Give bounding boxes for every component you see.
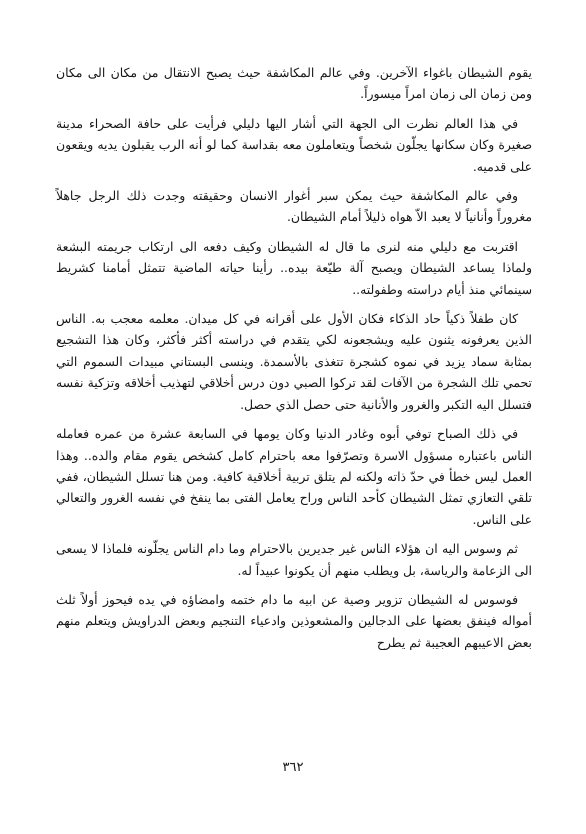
page-body <box>56 62 532 661</box>
paragraph-4: اقتربت مع دليلي منه لنرى ما قال له الشيطان وكيف دفعه الى ارتكاب جريمته البشعة ولماذا يساعد الشيطان ويصبح آلة طيّعة بيده.. رأينا حياته الماضية تتمثل أمامنا كشريط سينمائي منذ أيام دراسته وطفولته.. <box>56 238 532 297</box>
paragraph-2: في هذا العالم نظرت الى الجهة التي أشار اليها دليلي فرأيت على حافة الصحراء مدينة صغيرة وكان سكانها يجلّون شخصاً ويتعاملون معه بقداسة كما لو أنه الرب يقبلون يديه ويقعون على قدميه. <box>56 115 532 174</box>
paragraph-7: ثم وسوس اليه ان هؤلاء الناس غير جديرين بالاحترام وما دام الناس يجلّونه فلماذا لا يسعى الى الزعامة والرياسة، بل ويطلب منهم أن يكونوا عبيداً له. <box>56 541 532 578</box>
page-number: ٣٦٢ <box>282 760 304 775</box>
paragraph-6: في ذلك الصباح توفي أبوه وغادر الدنيا وكان يومها في السابعة عشرة من عمره فعامله الناس باعتباره مسؤول الاسرة وتصرّفوا معه باحترام كامل كشخص يقوم مقام والده.. وهذا العمل ليس خطأ في حدّ ذاته ولكنه لم يتلق تربية أخلاقية كافية. ومن هنا تسلل الشيطان، ففي تلقي التعازي تمثل الشيطان كأحد الناس وراح يعامل الفتى بما ينفخ في نفسه الغرور والتعالي على الناس. <box>56 426 532 527</box>
paragraph-8: فوسوس له الشيطان تزوير وصية عن ابيه ما دام ختمه وامضاؤه في يده فيحوز أولاً ثلث أمواله فينفق بعضها على الدجالين والمشعوذين وادعياء التنجيم وبعض الدراويش ويتعلم منهم بعض الاعيبهم العجيبة ثم يطرح <box>56 591 532 650</box>
paragraph-1: يقوم الشيطان باغواء الآخرين. وفي عالم المكاشفة حيث يصبح الانتقال من مكان الى مكان ومن زمان الى زمان امراً ميسوراً. <box>56 65 532 102</box>
paragraph-5: كان طفلاً ذكياً حاد الذكاء فكان الأول على أقرانه في كل ميدان. معلمه معجب به. الناس الذين يعرفونه يثنون عليه ويشجعونه لكي يتقدم في دراسته أكثر فأكثر، وكان هذا التشجيع بمثابة سماد يزيد في نموه كشجرة تتغذى بالأسمدة. وينسى البستاني مبيدات السموم التي تحمي تلك الشجرة من الآفات لقد تركوا الصبي دون درس أخلاقي لتهذيب أخلاقه وتزكية نفسه فتسلل اليه التكبر والغرور والأنانية حتى حصل الذي حصل. <box>56 311 532 412</box>
paragraph-3: وفي عالم المكاشفة حيث يمكن سبر أغوار الانسان وحقيقته وجدت ذلك الرجل جاهلاً مغروراً وأنانياً لا يعبد الاّ هواه ذليلاً أمام الشيطان. <box>56 188 532 225</box>
